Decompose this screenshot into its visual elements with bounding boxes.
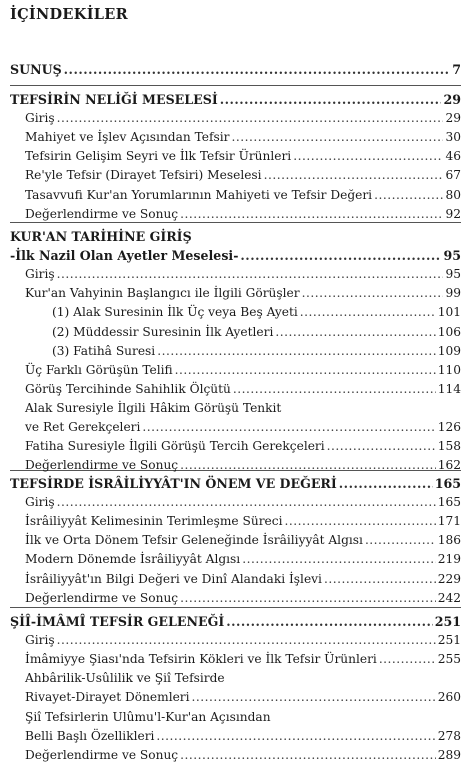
toc-page-number: 278 (437, 728, 461, 743)
toc-leader-dots (220, 92, 442, 107)
toc-entry[interactable] (10, 344, 461, 359)
toc-entry-title: Rivayet-Dirayet Dönemleri (25, 690, 190, 705)
section-divider (10, 607, 461, 608)
toc-page-number: 126 (437, 420, 461, 434)
toc-leader-dots (180, 207, 443, 222)
toc-leader-dots (226, 614, 432, 629)
toc-entry-title: (2) Müddessir Suresinin İlk Ayetleri (52, 324, 274, 339)
toc-entry[interactable] (10, 325, 461, 340)
toc-page-number: 162 (437, 458, 461, 473)
toc-entry[interactable] (10, 671, 461, 686)
toc-entry-title: Değerlendirme ve Sonuç (25, 747, 179, 762)
toc-page-number: 171 (437, 514, 461, 529)
toc-page-number: 106 (437, 324, 461, 339)
toc-entry-title: TEFSİRDE İSRÂİLİYYÂT'IN ÖNEM VE DEĞERİ (10, 476, 337, 491)
toc-entry[interactable] (10, 130, 461, 145)
toc-entry-title: Belli Başlı Özellikleri (25, 728, 155, 743)
toc-leader-dots (142, 420, 435, 435)
toc-page-number: 95 (445, 267, 461, 282)
toc-page-number: 92 (445, 206, 461, 221)
toc-entry-title: Giriş (25, 633, 55, 648)
toc-leader-dots (293, 149, 443, 164)
toc-page-number: 289 (437, 747, 461, 762)
toc-page-number: 229 (437, 571, 461, 586)
toc-entry-title: Görüş Tercihinde Sahihlik Ölçütü (25, 381, 231, 396)
toc-page-number: 114 (437, 381, 461, 396)
toc-entry[interactable] (10, 111, 461, 126)
section-divider (10, 85, 461, 86)
toc-page-number: 251 (434, 614, 461, 629)
toc-page-number: 29 (443, 92, 461, 107)
toc-entry-title: TEFSİRİN NELİĞİ MESELESİ (10, 92, 218, 107)
toc-leader-dots (57, 495, 436, 510)
toc-page-number: 29 (445, 111, 461, 126)
toc-entry-title: Değerlendirme ve Sonuç (25, 458, 179, 473)
toc-page-number: 165 (434, 476, 461, 491)
toc-entry-title: Modern Dönemde İsrâiliyyât Algısı (25, 552, 241, 567)
toc-entry-title: İmâmiyye Şiası'nda Tefsirin Kökleri ve İlk Tefsir Ürünleri (25, 652, 377, 667)
toc-entry-title: Giriş (25, 495, 55, 510)
toc-leader-dots (339, 476, 433, 491)
toc-entry-title: İsrâiliyyât Kelimesinin Terimleşme Süreci (25, 514, 283, 529)
toc-leader-dots (242, 552, 436, 567)
toc-entry-title: ve Ret Gerekçeleri (25, 420, 141, 434)
toc-entry[interactable] (10, 514, 461, 529)
toc-entry[interactable] (10, 690, 461, 705)
toc-page-number: 110 (437, 362, 461, 377)
toc-page-number: 101 (437, 305, 461, 320)
toc-section-heading[interactable] (10, 62, 461, 77)
toc-entry-title: Mahiyet ve İşlev Açısından Tefsir (25, 130, 230, 145)
toc-page-number: 30 (445, 130, 461, 145)
toc-entry[interactable] (10, 729, 461, 744)
toc-entry[interactable] (10, 363, 461, 378)
toc-leader-dots (374, 188, 443, 203)
toc-entry-title: Şiî Tefsirlerin Ulûmu'l-Kur'an Açısından (25, 709, 271, 724)
toc-entry[interactable] (10, 495, 461, 510)
toc-leader-dots (284, 514, 435, 529)
toc-entry-title: (3) Fatihâ Suresi (52, 343, 156, 358)
toc-leader-dots (365, 533, 436, 548)
toc-page-number: 95 (443, 248, 461, 264)
toc-entry[interactable] (10, 382, 461, 397)
toc-entry-title: Giriş (25, 111, 55, 126)
toc-entry-title: Giriş (25, 267, 55, 282)
toc-page-number: 255 (437, 652, 461, 667)
toc-entry[interactable] (10, 305, 461, 320)
toc-page-number: 165 (437, 495, 461, 510)
toc-leader-dots (240, 248, 441, 263)
toc-page-number: 99 (445, 286, 461, 301)
toc-entry-title: Fatiha Suresiyle İlgili Görüşü Tercih Gerekçeleri (25, 439, 325, 454)
toc-entry[interactable] (10, 458, 461, 473)
toc-entry-title: Tefsirin Gelişim Seyri ve İlk Tefsir Ürünleri (25, 149, 292, 164)
toc-entry-title: Kur'an Vahyinin Başlangıcı ile İlgili Görüşler (25, 286, 300, 301)
toc-entry[interactable] (10, 748, 461, 763)
toc-page-number: 242 (437, 590, 461, 605)
toc-entry-title: Değerlendirme ve Sonuç (25, 590, 179, 605)
toc-entry[interactable] (10, 572, 461, 587)
toc-entry[interactable] (10, 188, 461, 203)
toc-entry-title: Ahbârilik-Usûlilik ve Şiî Tefsirde (25, 671, 225, 686)
toc-leader-dots (302, 286, 444, 301)
toc-entry[interactable] (10, 267, 461, 282)
toc-entry[interactable] (10, 439, 461, 454)
toc-entry[interactable] (10, 401, 461, 416)
page-title: İÇİNDEKİLER (10, 6, 128, 23)
toc-entry[interactable] (10, 533, 461, 548)
toc-entry-title: KUR'AN TARİHİNE GİRİŞ (10, 229, 192, 244)
toc-page-number: 109 (437, 343, 461, 358)
toc-entry[interactable] (10, 652, 461, 667)
toc-entry-title: Üç Farklı Görüşün Telifi (25, 362, 173, 377)
toc-page-number: 260 (437, 690, 461, 705)
toc-entry-title: Değerlendirme ve Sonuç (25, 206, 179, 221)
toc-page-number: 46 (445, 149, 461, 164)
toc-leader-dots (175, 363, 436, 378)
toc-entry-title: ŞİÎ-İMÂMÎ TEFSİR GELENEĞİ (10, 614, 225, 629)
toc-leader-dots (180, 591, 436, 606)
toc-page-number: 158 (437, 439, 461, 454)
toc-entry-title: (1) Alak Suresinin İlk Üç veya Beş Ayeti (52, 305, 298, 320)
section-divider (10, 222, 461, 223)
toc-leader-dots (180, 458, 436, 473)
toc-leader-dots (327, 439, 436, 454)
toc-leader-dots (233, 382, 436, 397)
toc-entry-title: İlk ve Orta Dönem Tefsir Geleneğinde İsrâiliyyât Algısı (25, 533, 363, 548)
toc-leader-dots (231, 130, 443, 145)
toc-entry-title: İsrâiliyyât'ın Bilgi Değeri ve Dinî Alandaki İşlevi (25, 571, 322, 586)
toc-entry[interactable] (10, 710, 461, 725)
toc-entry[interactable] (10, 633, 461, 648)
toc-page-number: 186 (437, 533, 461, 548)
toc-leader-dots (192, 690, 436, 705)
toc-entry[interactable] (10, 168, 461, 183)
toc-leader-dots (180, 748, 436, 763)
toc-page-number: 67 (445, 168, 461, 183)
toc-entry[interactable] (10, 552, 461, 567)
toc-leader-dots (275, 325, 435, 340)
toc-leader-dots (64, 62, 451, 77)
toc-entry[interactable] (10, 149, 461, 164)
toc-page-number: 251 (437, 633, 461, 648)
toc-leader-dots (379, 652, 436, 667)
toc-section-heading[interactable] (10, 476, 461, 491)
toc-entry[interactable] (10, 207, 461, 222)
toc-entry-title: -İlk Nazil Olan Ayetler Meselesi- (10, 248, 239, 264)
toc-leader-dots (57, 267, 444, 282)
toc-section-heading[interactable] (10, 614, 461, 629)
toc-section-heading[interactable] (10, 229, 461, 244)
toc-section-heading[interactable] (10, 248, 461, 263)
toc-leader-dots (264, 168, 444, 183)
toc-entry-title: SUNUŞ (10, 62, 62, 77)
toc-entry-title: Tasavvufi Kur'an Yorumlarının Mahiyeti ve Tefsir Değeri (25, 187, 373, 202)
toc-page-number: 7 (452, 62, 461, 77)
toc-leader-dots (57, 111, 444, 126)
toc-leader-dots (57, 633, 436, 648)
toc-entry-title: Alak Suresiyle İlgili Hâkim Görüşü Tenkit (25, 400, 282, 415)
toc-section-heading[interactable] (10, 92, 461, 107)
toc-entry[interactable] (10, 420, 461, 435)
toc-page-number: 219 (437, 552, 461, 567)
toc-entry[interactable] (10, 591, 461, 606)
toc-leader-dots (156, 729, 435, 744)
toc-entry-title: Re'yle Tefsir (Dirayet Tefsiri) Meselesi (25, 168, 262, 183)
toc-entry[interactable] (10, 286, 461, 301)
toc-leader-dots (324, 572, 436, 587)
toc-leader-dots (300, 305, 436, 320)
toc-leader-dots (157, 344, 436, 359)
toc-page-number: 80 (445, 187, 461, 202)
